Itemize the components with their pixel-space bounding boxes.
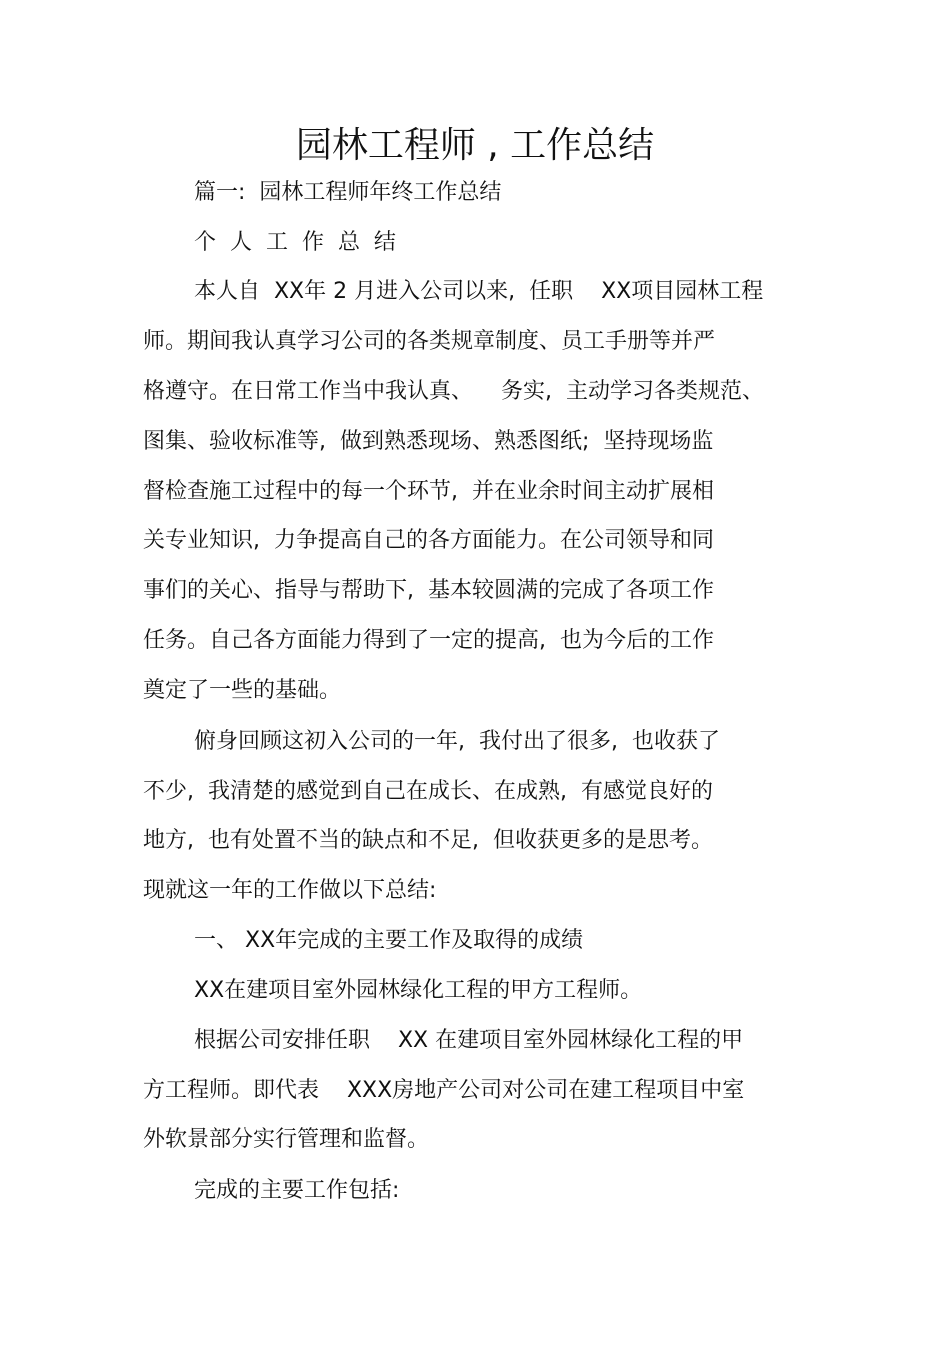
paragraph-line: 外软景部分实行管理和监督。 bbox=[143, 1127, 430, 1152]
paragraph-line: 完成的主要工作包括: bbox=[194, 1178, 400, 1203]
section-heading: 一、 XX年完成的主要工作及取得的成绩 bbox=[194, 928, 584, 953]
paragraph-line: 图集、验收标准等, 做到熟悉现场、熟悉图纸; 坚持现场监 bbox=[143, 429, 714, 454]
paragraph-line: XX在建项目室外园林绿化工程的甲方工程师。 bbox=[194, 978, 643, 1003]
paragraph-line: 事们的关心、指导与帮助下, 基本较圆满的完成了各项工作 bbox=[143, 578, 714, 603]
paragraph-line: 俯身回顾这初入公司的一年, 我付出了很多, 也收获了 bbox=[194, 729, 720, 754]
paragraph-line: 关专业知识, 力争提高自己的各方面能力。在公司领导和同 bbox=[143, 528, 714, 553]
paragraph-line: 现就这一年的工作做以下总结: bbox=[143, 878, 437, 903]
document-title: 园林工程师 , 工作总结 bbox=[295, 125, 655, 166]
section-heading: 篇一: 园林工程师年终工作总结 bbox=[194, 180, 502, 205]
paragraph-line: 地方, 也有处置不当的缺点和不足, 但收获更多的是思考。 bbox=[143, 828, 713, 853]
paragraph-line: 根据公司安排任职 XX 在建项目室外园林绿化工程的甲 bbox=[194, 1028, 744, 1053]
paragraph-line: 格遵守。在日常工作当中我认真、 务实, 主动学习各类规范、 bbox=[143, 379, 764, 404]
paragraph-line: 本人自 XX年 2 月进入公司以来, 任职 XX项目园林工程 bbox=[194, 279, 764, 304]
paragraph-line: 奠定了一些的基础。 bbox=[143, 678, 342, 703]
paragraph-line: 任务。自己各方面能力得到了一定的提高, 也为今后的工作 bbox=[143, 628, 714, 653]
subheading-personal-summary: 个 人 工 作 总 结 bbox=[194, 230, 396, 255]
paragraph-line: 师。期间我认真学习公司的各类规章制度、员工手册等并严 bbox=[143, 329, 716, 354]
paragraph-line: 督检查施工过程中的每一个环节, 并在业余时间主动扩展相 bbox=[143, 479, 714, 504]
paragraph-line: 不少, 我清楚的感觉到自己在成长、在成熟, 有感觉良好的 bbox=[143, 779, 713, 804]
paragraph-line: 方工程师。即代表 XXX房地产公司对公司在建工程项目中室 bbox=[143, 1078, 745, 1103]
